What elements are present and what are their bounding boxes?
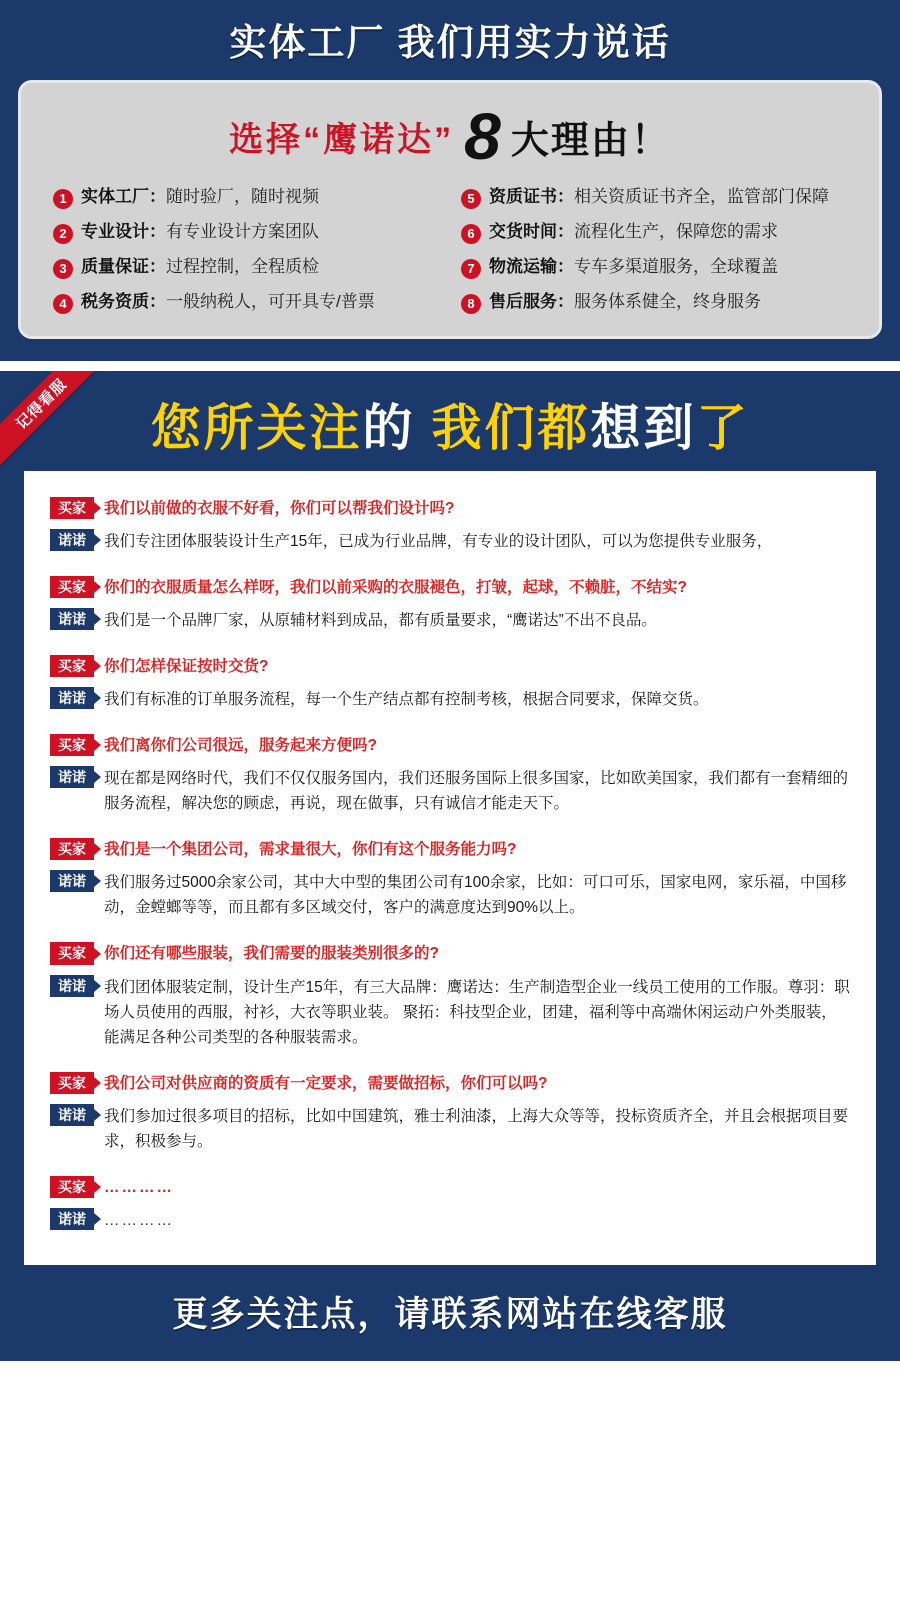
buyer-tag: 买家: [50, 734, 94, 756]
faq-section: [0, 371, 900, 1362]
reason-item: [461, 292, 853, 314]
faq-question-text: …………: [104, 1179, 174, 1197]
reason-label: 专业设计：: [81, 221, 166, 241]
faq-answer-row: [50, 685, 850, 712]
faq-answer-text: 我们参加过很多项目的招标，比如中国建筑，雅士利油漆，上海大众等等，投标资质齐全，并且会根据项目要求，积极参与。: [104, 1107, 849, 1150]
reason-number-badge: 4: [53, 294, 73, 314]
section-divider: [0, 361, 900, 371]
reason-text: 服务体系健全，终身服务: [574, 291, 761, 311]
faq-question-text: 你们怎样保证按时交货?: [104, 657, 269, 675]
reason-text: 过程控制，全程质检: [166, 256, 319, 276]
reason-text: 相关资质证书齐全，监管部门保障: [574, 186, 829, 206]
buyer-tag: 买家: [50, 1176, 94, 1198]
reason-item: [53, 187, 445, 209]
faq-card: [24, 471, 876, 1266]
reason-number-badge: 7: [461, 259, 481, 279]
faq-answer-row: [50, 606, 850, 633]
buyer-tag: 买家: [50, 838, 94, 860]
reason-label: 资质证书：: [489, 186, 574, 206]
faq-answer-row: [50, 1206, 850, 1233]
buyer-tag: 买家: [50, 942, 94, 964]
reason-label: 税务资质：: [81, 291, 166, 311]
faq-question-row: [50, 732, 850, 758]
reason-text: 随时验厂，随时视频: [166, 186, 319, 206]
reply-tag: 诺诺: [50, 1104, 94, 1126]
reasons-grid: [43, 185, 857, 316]
factory-strength-section: [0, 0, 900, 361]
reply-tag: 诺诺: [50, 608, 94, 630]
faq-headline-part3: 我们都: [431, 399, 591, 456]
faq-question-text: 你们的衣服质量怎么样呀，我们以前采购的衣服褪色，打皱，起球，不赖脏，不结实?: [104, 578, 687, 596]
faq-question-text: 我们是一个集团公司，需求量很大，你们有这个服务能力吗?: [104, 841, 517, 859]
faq-item: [50, 495, 850, 554]
faq-question-text: 你们还有哪些服装，我们需要的服装类别很多的?: [104, 945, 439, 963]
faq-footer-cta[interactable]: 更多关注点，请联系网站在线客服: [172, 1295, 728, 1335]
faq-question-row: [50, 836, 850, 862]
faq-question-row: [50, 495, 850, 521]
reason-item: [461, 257, 853, 279]
faq-headline-part1: 您所关注: [150, 399, 363, 456]
reply-tag: 诺诺: [50, 687, 94, 709]
panel-heading-black: 大理由！: [510, 120, 671, 163]
faq-item: [50, 940, 850, 1049]
reason-item: [53, 292, 445, 314]
faq-answer-text: 现在都是网络时代，我们不仅仅服务国内，我们还服务国际上很多国家，比如欧美国家，我们都有一套精细的服务流程，解决您的顾虑，再说，现在做事，只有诚信才能走天下。: [104, 770, 849, 813]
faq-headline-part4: 想到: [590, 399, 697, 456]
faq-item: [50, 574, 850, 633]
faq-answer-text: …………: [104, 1212, 174, 1230]
reason-text: 专车多渠道服务，全球覆盖: [574, 256, 778, 276]
reason-label: 物流运输：: [489, 256, 574, 276]
faq-answer-row: [50, 1102, 850, 1154]
reply-tag: 诺诺: [50, 766, 94, 788]
reply-tag: 诺诺: [50, 975, 94, 997]
reason-item: [461, 187, 853, 209]
panel-heading: [43, 101, 857, 184]
reason-text: 有专业设计方案团队: [166, 221, 319, 241]
corner-ribbon: 记得看服: [0, 371, 104, 467]
eight-reasons-panel: [18, 80, 882, 338]
faq-answer-text: 我们服务过5000余家公司，其中大中型的集团公司有100余家，比如：可口可乐，国家电网，家乐福，中国移动，金螳螂等等，而且都有多区域交付，客户的满意度达到90%以上。: [104, 874, 847, 917]
faq-headline-part5: 了: [696, 399, 750, 456]
reply-tag: 诺诺: [50, 1208, 94, 1230]
faq-question-text: 我们以前做的衣服不好看，你们可以帮我们设计吗?: [104, 499, 455, 517]
reason-label: 实体工厂：: [81, 186, 166, 206]
faq-question-row: [50, 1174, 850, 1200]
reply-tag: 诺诺: [50, 529, 94, 551]
faq-item: [50, 732, 850, 816]
faq-item: [50, 1174, 850, 1233]
reason-number-badge: 8: [461, 294, 481, 314]
reply-tag: 诺诺: [50, 870, 94, 892]
panel-heading-number: 8: [464, 99, 501, 174]
faq-answer-row: [50, 868, 850, 920]
buyer-tag: 买家: [50, 655, 94, 677]
section1-headline: 实体工厂 我们用实力说话: [229, 22, 671, 63]
faq-question-row: [50, 653, 850, 679]
faq-answer-text: 我们团体服装定制，设计生产15年，有三大品牌：鹰诺达：生产制造型企业一线员工使用的工作服。尊羽：职场人员使用的西服，衬衫，大衣等职业装。 聚拓：科技型企业，团建，福利等中高端休闲运动户外类服装，能满足各种公司类型的各种服装需求。: [104, 978, 850, 1046]
reason-label: 质量保证：: [81, 256, 166, 276]
buyer-tag: 买家: [50, 1072, 94, 1094]
reason-number-badge: 6: [461, 224, 481, 244]
panel-heading-red: 选择“鹰诺达”: [229, 121, 455, 160]
faq-item: [50, 836, 850, 920]
reason-number-badge: 3: [53, 259, 73, 279]
faq-answer-row: [50, 973, 850, 1050]
faq-question-text: 我们公司对供应商的资质有一定要求，需要做招标，你们可以吗?: [104, 1074, 548, 1092]
reason-number-badge: 1: [53, 189, 73, 209]
faq-question-row: [50, 574, 850, 600]
faq-question-text: 我们离你们公司很远，服务起来方便吗?: [104, 737, 377, 755]
reason-item: [53, 257, 445, 279]
reason-number-badge: 5: [461, 189, 481, 209]
buyer-tag: 买家: [50, 576, 94, 598]
faq-question-row: [50, 940, 850, 966]
faq-answer-row: [50, 764, 850, 816]
faq-item: [50, 1070, 850, 1154]
reason-item: [53, 222, 445, 244]
faq-answer-text: 我们是一个品牌厂家，从原辅材料到成品，都有质量要求，“鹰诺达”不出不良品。: [104, 611, 657, 629]
reason-label: 售后服务：: [489, 291, 574, 311]
reason-number-badge: 2: [53, 224, 73, 244]
faq-headline-part2: 的: [362, 399, 416, 456]
buyer-tag: 买家: [50, 497, 94, 519]
faq-headline: [18, 385, 882, 471]
faq-answer-text: 我们有标准的订单服务流程，每一个生产结点都有控制考核，根据合同要求，保障交货。: [104, 690, 709, 708]
faq-item: [50, 653, 850, 712]
faq-answer-row: [50, 527, 850, 554]
faq-question-row: [50, 1070, 850, 1096]
reason-text: 一般纳税人，可开具专/普票: [166, 291, 375, 311]
reason-text: 流程化生产，保障您的需求: [574, 221, 778, 241]
reason-label: 交货时间：: [489, 221, 574, 241]
faq-answer-text: 我们专注团体服装设计生产15年，已成为行业品牌，有专业的设计团队，可以为您提供专业服务，: [104, 532, 773, 550]
reason-item: [461, 222, 853, 244]
